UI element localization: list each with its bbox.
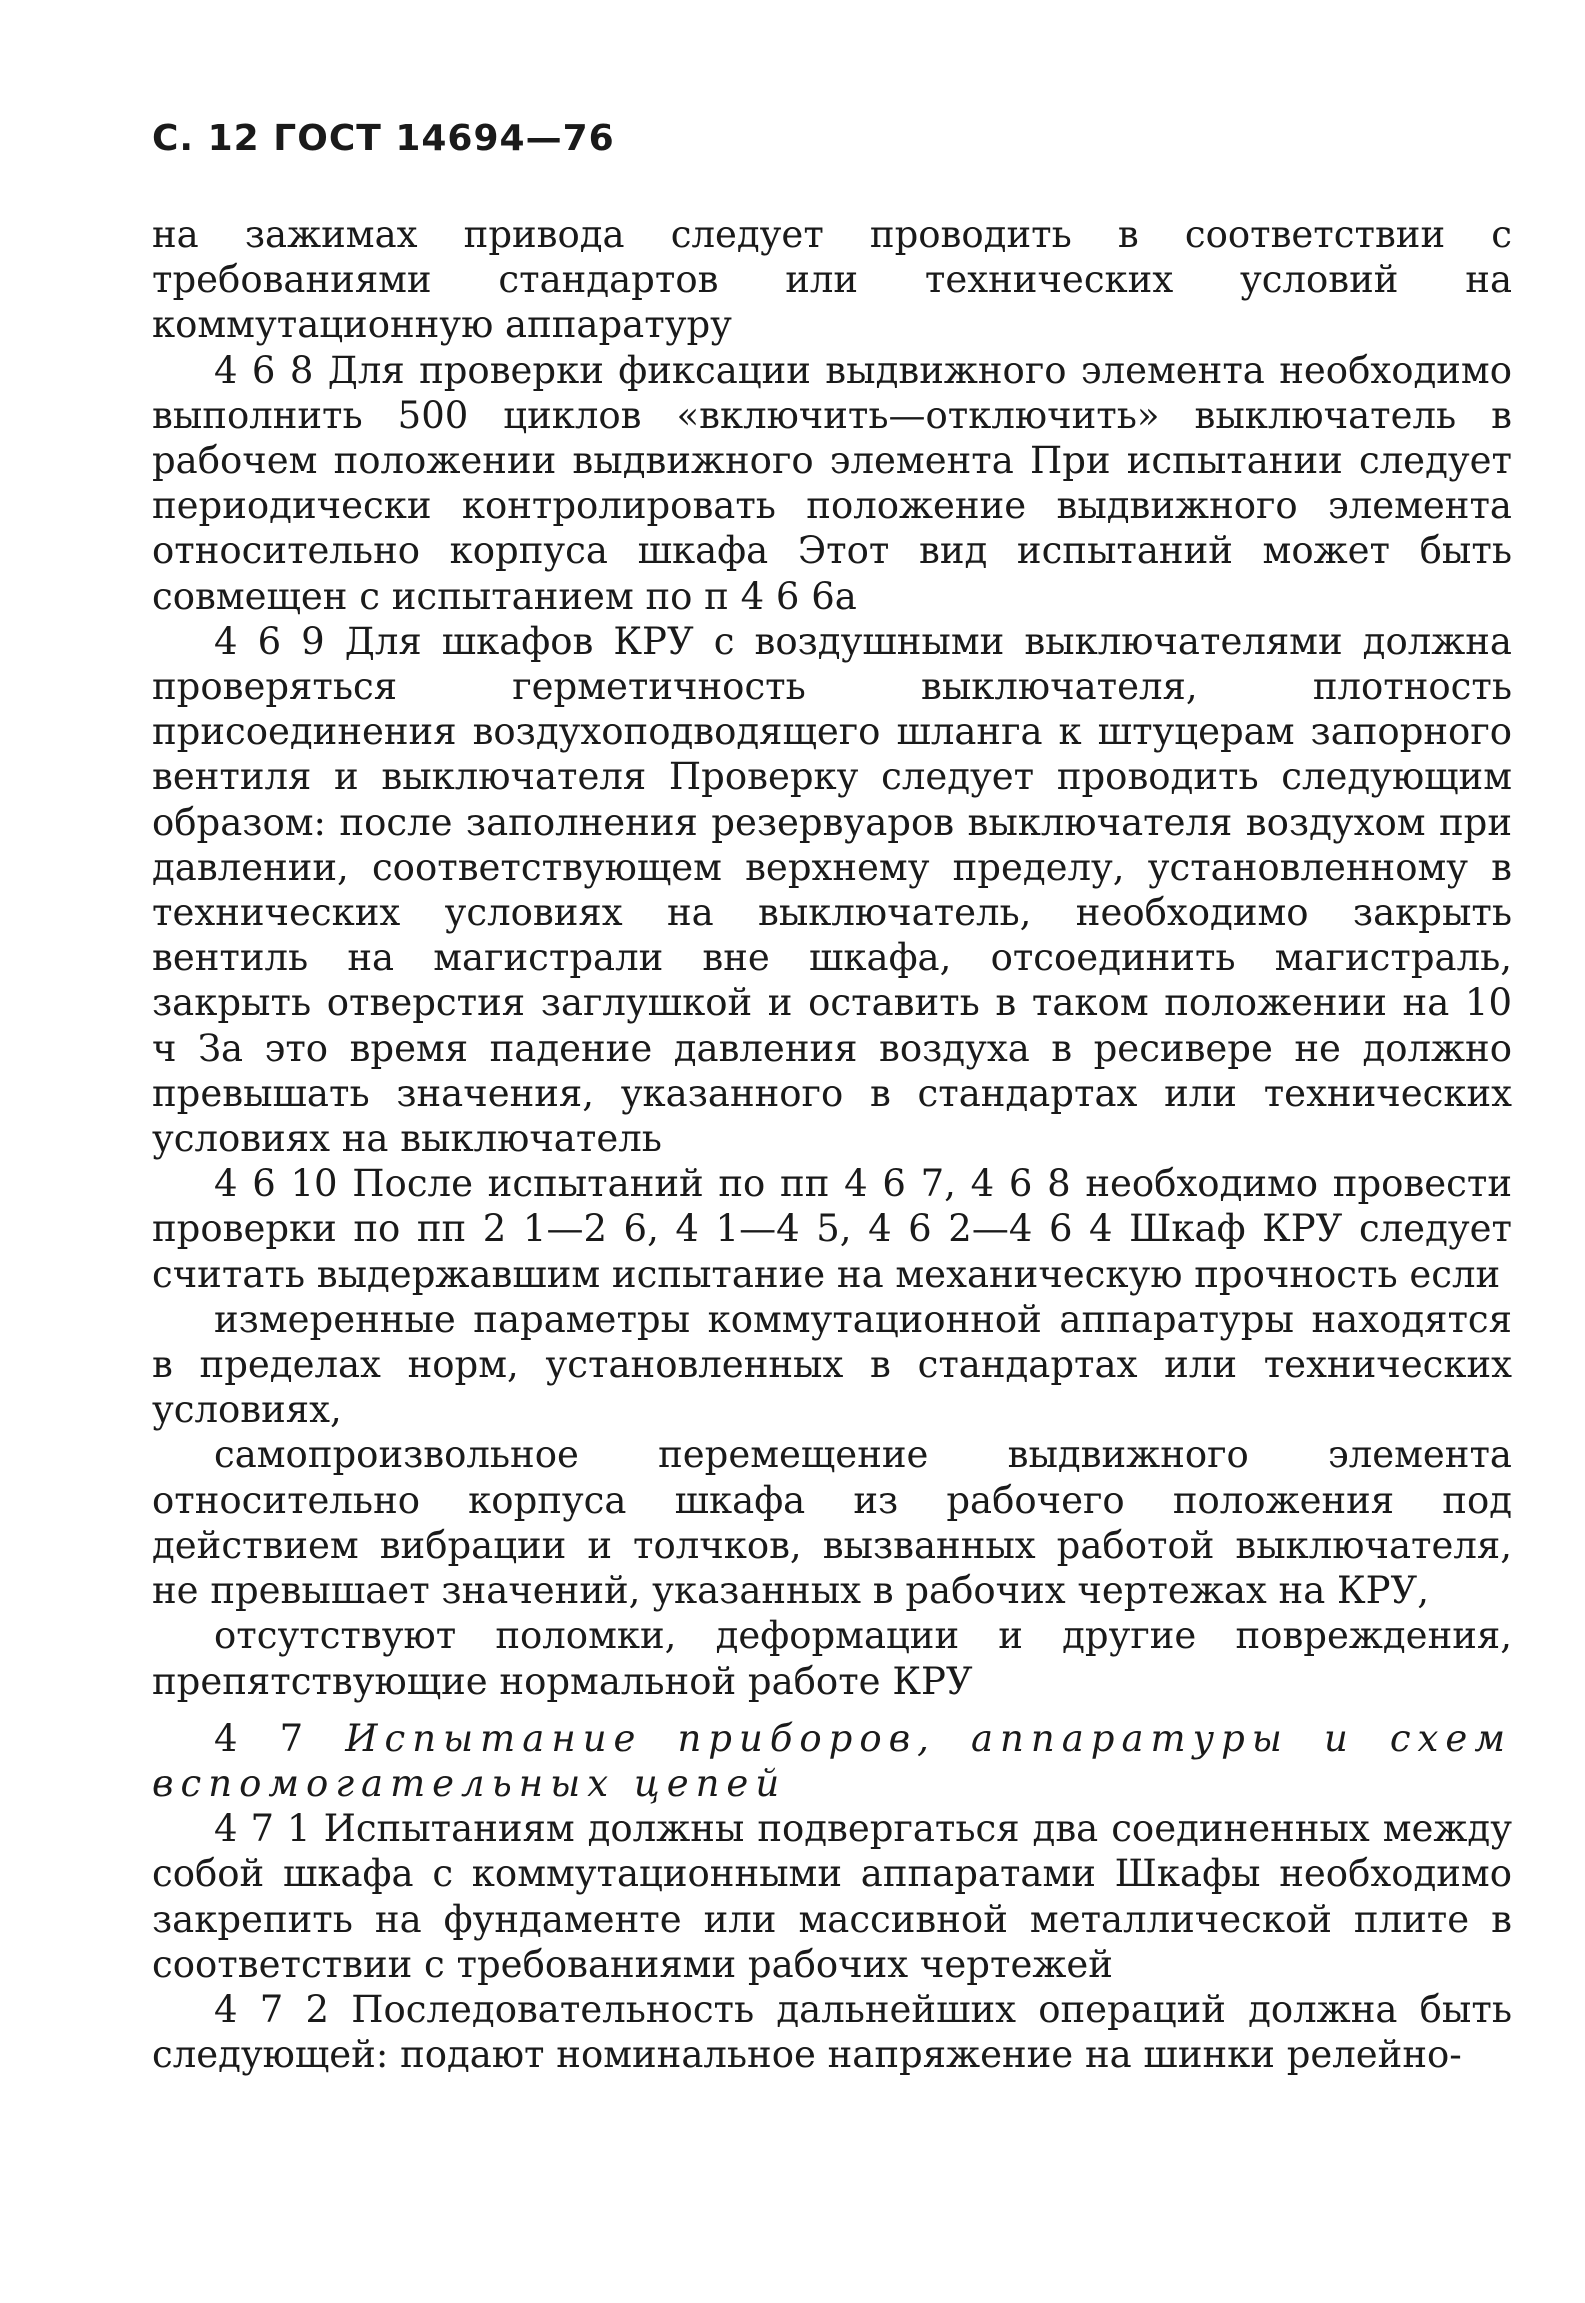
paragraph-4-6-10: 4 6 10 После испытаний по пп 4 6 7, 4 6 8 необходимо провести проверки по пп 2 1—2 6, 4 1—4 5, 4 6 2—4 6 4 Шкаф КРУ следует считать выдержавшим испытание на механическую прочность если (152, 1162, 1512, 1296)
standard-number: ГОСТ 14694—76 (273, 118, 615, 159)
page-reference: С. 12 (152, 118, 260, 159)
paragraph-4-7-1: 4 7 1 Испытаниям должны подвергаться два соединенных между собой шкафа с коммутационными аппаратами Шкафы необходимо закрепить на фундаменте или массивной металлической плите в соответствии с требованиями рабочих чертежей (152, 1807, 1512, 1986)
condition-item-1: измеренные параметры коммутационной аппаратуры находятся в пределах норм, установленных в стандартах или технических условиях, (152, 1297, 1512, 1432)
body-text (152, 212, 1512, 2077)
section-heading (152, 1716, 1512, 1806)
section-title: Испытание приборов, аппаратуры и схем вспомогательных цепей (152, 1716, 1512, 1805)
paragraph-4-6-9: 4 6 9 Для шкафов КРУ с воздушными выключателями должна проверяться герметичность выключателя, плотность присоединения воздухоподводящего шланга к штуцерам запорного вентиля и выключателя Проверку следует проводить следующим образом: после заполнения резервуаров выключателя воздухом при давлении, соответствующем верхнему пределу, установленному в технических условиях на выключатель, необходимо закрыть вентиль на магистрали вне шкафа, отсоединить магистраль, закрыть отверстия заглушкой и оставить в таком положении на 10 ч За это время падение давления воздуха в ресивере не должно превышать значения, указанного в стандартах или технических условиях на выключатель (152, 619, 1512, 1161)
condition-item-2: самопроизвольное перемещение выдвижного элемента относительно корпуса шкафа из рабочего положения под действием вибрации и толчков, вызванных работой выключателя, не превышает значений, указанных в рабочих чертежах на КРУ, (152, 1433, 1512, 1613)
condition-item-3: отсутствуют поломки, деформации и другие повреждения, препятствующие нормальной работе КРУ (152, 1614, 1512, 1703)
paragraph-continuation: на зажимах привода следует проводить в соответствии с требованиями стандартов или технических условий на коммутационную аппаратуру (152, 213, 1512, 347)
paragraph-4-7-2: 4 7 2 Последовательность дальнейших операций должна быть следующей: подают номинальное напряжение на шинки релейно- (152, 1987, 1512, 2077)
section-number: 4 7 (214, 1716, 311, 1760)
paragraph-4-6-8: 4 6 8 Для проверки фиксации выдвижного элемента необходимо выполнить 500 циклов «включить—отключить» выключатель в рабочем положении выдвижного элемента При испытании следует периодически контролировать положение выдвижного элемента относительно корпуса шкафа Этот вид испытаний может быть совмещен с испытанием по п 4 6 6а (152, 348, 1512, 618)
page-header (152, 118, 615, 159)
